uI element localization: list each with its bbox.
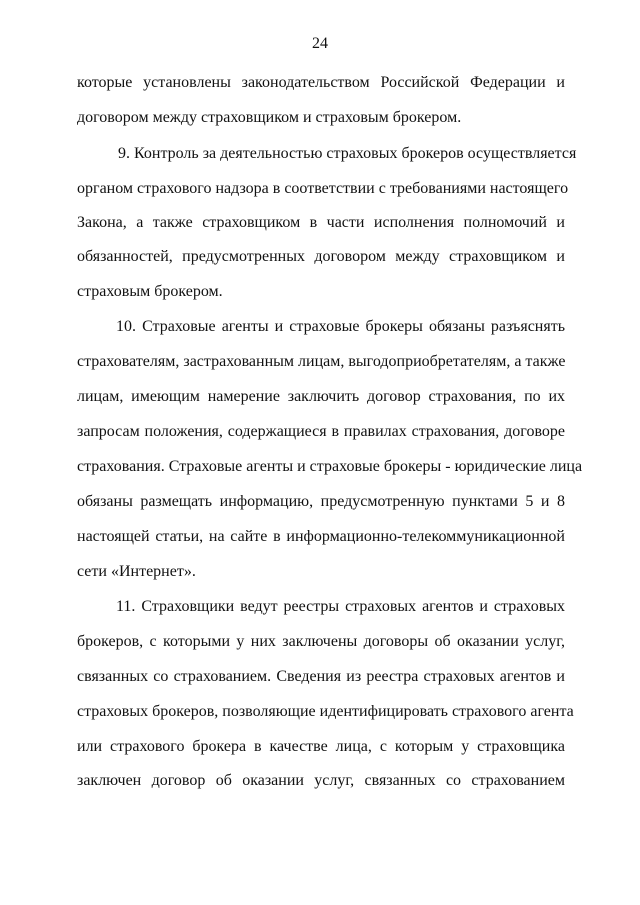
- text-line: связанных со страхованием. Сведения из реестра страховых агентов и: [77, 668, 565, 685]
- paragraph-10-start: 10. Страховые агенты и страховые брокеры обязаны разъяснять: [116, 318, 565, 335]
- text-line: заключен договор об оказании услуг, связанных со страхованием: [77, 772, 565, 789]
- text-line: сети «Интернет».: [77, 563, 196, 580]
- text-line: запросам положения, содержащиеся в правилах страхования, договоре: [77, 423, 565, 440]
- text-line: которые установлены законодательством Российской Федерации и: [77, 74, 565, 91]
- text-line: страховых брокеров, позволяющие идентифицировать страхового агента: [77, 703, 574, 720]
- text-line: страхователям, застрахованным лицам, выгодоприобретателям, а также: [77, 353, 566, 370]
- text-line: страховым брокером.: [77, 283, 223, 300]
- text-line: страхования. Страховые агенты и страховые брокеры - юридические лица: [77, 458, 583, 475]
- text-line: договором между страховщиком и страховым брокером.: [77, 109, 462, 126]
- text-line: настоящей статьи, на сайте в информационно-телекоммуникационной: [77, 528, 565, 545]
- text-line: или страхового брокера в качестве лица, с которым у страховщика: [77, 738, 565, 755]
- text-line: лицам, имеющим намерение заключить договор страхования, по их: [77, 388, 565, 405]
- page-number: 24: [312, 35, 328, 52]
- text-line: брокеров, с которыми у них заключены договоры об оказании услуг,: [77, 633, 565, 650]
- paragraph-9-start: 9. Контроль за деятельностью страховых брокеров осуществляется: [118, 145, 577, 162]
- text-line: органом страхового надзора в соответствии с требованиями настоящего: [77, 180, 569, 197]
- text-line: обязаны размещать информацию, предусмотренную пунктами 5 и 8: [77, 493, 565, 510]
- text-line: обязанностей, предусмотренных договором между страховщиком и: [77, 248, 565, 265]
- paragraph-11-start: 11. Страховщики ведут реестры страховых агентов и страховых: [116, 598, 565, 615]
- text-line: Закона, а также страховщиком в части исполнения полномочий и: [77, 214, 565, 231]
